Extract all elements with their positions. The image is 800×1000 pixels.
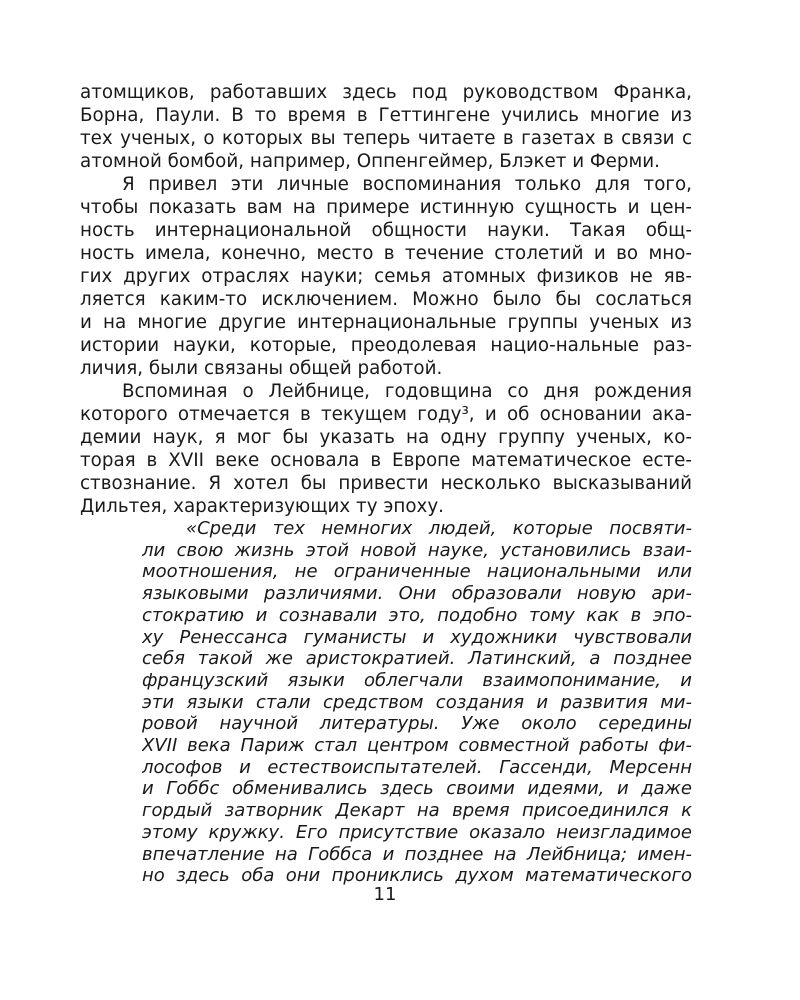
quote-line: стократию и сознавали это, подобно тому как в эпо- [142, 604, 692, 626]
quote-line: моотношения, не ограниченные национальными или [142, 561, 692, 583]
text-line: гих других отраслях науки; семья атомных физиков не яв- [80, 266, 692, 287]
page-number: 11 [373, 884, 397, 905]
quote-line: французский языки облегчали взаимопонимание, и [142, 669, 692, 691]
text-line: торая в XVII веке основала в Европе математическое есте- [80, 450, 692, 471]
quote-line: ли свою жизнь этой новой науке, установились взаи- [142, 539, 692, 561]
quote-line: и Гоббс обменивались здесь своими идеями, и даже [142, 778, 692, 800]
text-line: и на многие другие интернациональные группы ученых из [80, 312, 692, 333]
text-line: Я привел эти личные воспоминания только для того, [122, 174, 692, 195]
quote-line: «Среди тех немногих людей, которые посвяти- [186, 518, 692, 539]
text-line: личия, были связаны общей работой. [80, 358, 443, 379]
text-line: ность интернациональной общности науки. Такая общ- [80, 220, 692, 241]
text-line: тех ученых, о которых вы теперь читаете в газетах в связи с [80, 128, 692, 149]
text-line: ляется каким-то исключением. Можно было бы сослаться [80, 289, 692, 310]
text-line: истории науки, которые, преодолевая нацио-нальные раз- [80, 335, 692, 356]
quote-line: гордый затворник Декарт на время присоединился к [142, 800, 692, 822]
quote-line: но здесь оба они прониклись духом математического [142, 865, 692, 887]
quote-line: XVII века Париж стал центром совместной работы фи- [142, 735, 692, 756]
text-line: ствознание. Я хотел бы привести несколько высказываний [80, 473, 692, 494]
text-line: чтобы показать вам на примере истинную сущность и цен- [80, 197, 692, 218]
text-line: ность имела, конечно, место в течение столетий и во мно- [80, 243, 692, 264]
text-line: Дильтея, характеризующих ту эпоху. [80, 496, 444, 517]
quote-line: лософов и естествоиспытателей. Гассенди, Мерсенн [142, 756, 692, 778]
quote-line: ровой научной литературы. Уже около середины [142, 713, 692, 735]
text-line: атомщиков, работавших здесь под руководством Франка, [80, 82, 692, 103]
quote-line: языковыми различиями. Они образовали новую ари- [142, 583, 692, 605]
quote-line: этому кружку. Его присутствие оказало неизгладимое [142, 821, 692, 843]
quote-line: эти языки стали средством создания и развития ми- [142, 691, 692, 713]
text-line: Борна, Паули. В то время в Геттингене учились многие из [80, 105, 692, 126]
text-line: Вспоминая о Лейбнице, годовщина со дня рождения [122, 381, 692, 402]
text-line: демии наук, я мог бы указать на одну группу ученых, ко- [80, 427, 692, 448]
text-line: которого отмечается в текущем году³, и об основании ака- [80, 404, 692, 425]
text-line: атомной бомбой, например, Оппенгеймер, Блэкет и Ферми. [80, 151, 660, 172]
quote-line: впечатление на Гоббса и позднее на Лейбница; имен- [142, 843, 692, 865]
quote-line: ху Ренессанса гуманисты и художники чувствовали [142, 626, 692, 648]
quote-line: себя такой же аристократией. Латинский, а позднее [142, 648, 692, 670]
